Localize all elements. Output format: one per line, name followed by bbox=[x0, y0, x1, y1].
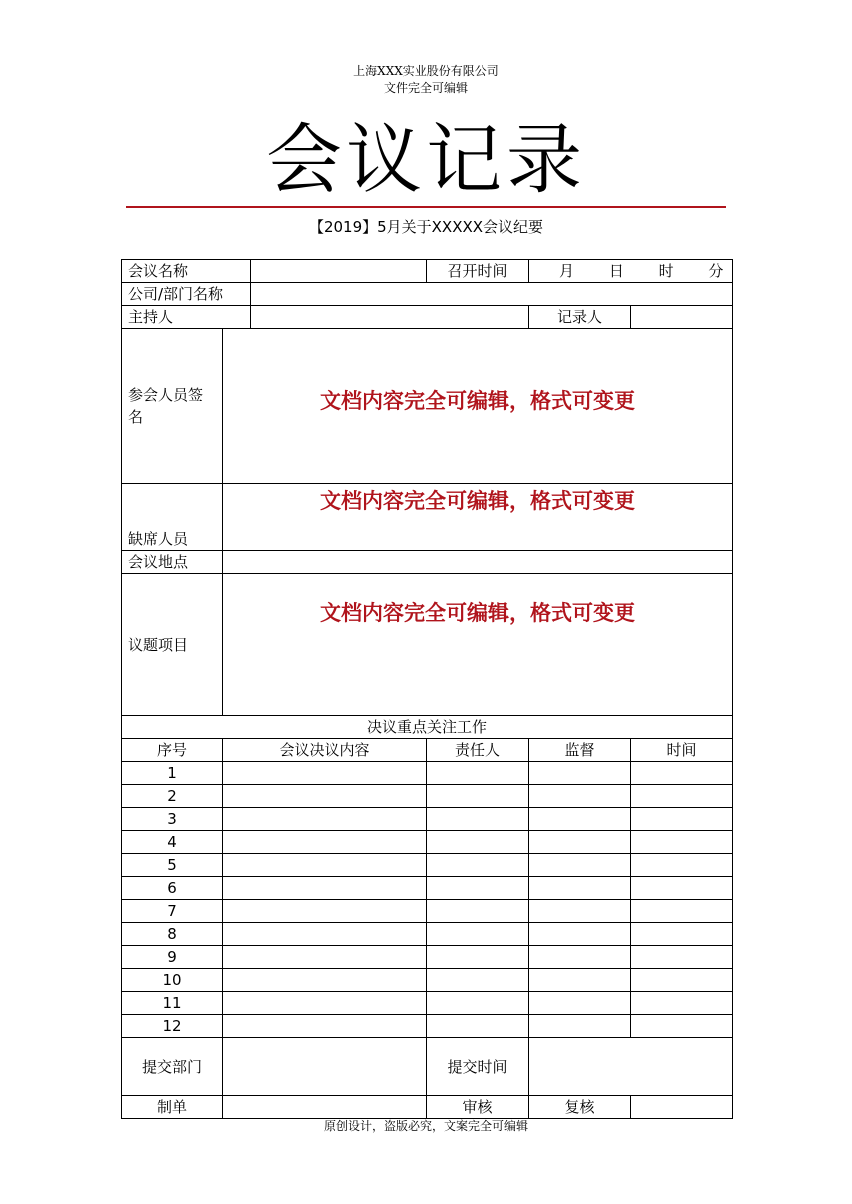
row-time[interactable] bbox=[631, 808, 733, 831]
row-supervisor[interactable] bbox=[529, 992, 631, 1015]
prepared-value[interactable] bbox=[223, 1096, 427, 1119]
row-index: 7 bbox=[122, 900, 223, 923]
table-row bbox=[122, 923, 733, 946]
row-index: 5 bbox=[122, 854, 223, 877]
row-owner[interactable] bbox=[427, 831, 529, 854]
row-supervisor[interactable] bbox=[529, 877, 631, 900]
row-time[interactable] bbox=[631, 946, 733, 969]
row-content[interactable] bbox=[223, 946, 427, 969]
submit-dept-value[interactable] bbox=[223, 1038, 427, 1096]
row-index: 2 bbox=[122, 785, 223, 808]
row-owner[interactable] bbox=[427, 946, 529, 969]
row-supervisor[interactable] bbox=[529, 854, 631, 877]
row-supervisor[interactable] bbox=[529, 831, 631, 854]
row-supervisor[interactable] bbox=[529, 923, 631, 946]
host-row bbox=[122, 306, 733, 329]
table-row bbox=[122, 808, 733, 831]
row-supervisor[interactable] bbox=[529, 762, 631, 785]
row-index: 8 bbox=[122, 923, 223, 946]
col-content: 会议决议内容 bbox=[223, 739, 427, 762]
row-owner[interactable] bbox=[427, 1015, 529, 1038]
row-content[interactable] bbox=[223, 785, 427, 808]
attendees-value[interactable]: 文档内容完全可编辑，格式可变更 bbox=[223, 329, 733, 484]
editable-note: 文件完全可编辑 bbox=[383, 81, 468, 95]
row-content[interactable] bbox=[223, 831, 427, 854]
row-index: 12 bbox=[122, 1015, 223, 1038]
table-row bbox=[122, 946, 733, 969]
footer-note: 原创设计，盗版必究，文案完全可编辑 bbox=[323, 1119, 528, 1133]
location-row bbox=[122, 551, 733, 574]
dept-row bbox=[122, 283, 733, 306]
row-supervisor[interactable] bbox=[529, 900, 631, 923]
table-row bbox=[122, 762, 733, 785]
submit-time-label: 提交时间 bbox=[427, 1038, 529, 1096]
col-owner: 责任人 bbox=[427, 739, 529, 762]
row-content[interactable] bbox=[223, 923, 427, 946]
row-content[interactable] bbox=[223, 1015, 427, 1038]
row-index: 3 bbox=[122, 808, 223, 831]
row-owner[interactable] bbox=[427, 969, 529, 992]
row-time[interactable] bbox=[631, 992, 733, 1015]
row-owner[interactable] bbox=[427, 762, 529, 785]
recorder-label: 记录人 bbox=[529, 306, 631, 329]
recorder-value[interactable] bbox=[631, 306, 733, 329]
row-time[interactable] bbox=[631, 831, 733, 854]
dept-value[interactable] bbox=[251, 283, 733, 306]
page-title: 会议记录 bbox=[266, 115, 586, 204]
row-owner[interactable] bbox=[427, 854, 529, 877]
row-owner[interactable] bbox=[427, 923, 529, 946]
row-time[interactable] bbox=[631, 1015, 733, 1038]
absent-value[interactable]: 文档内容完全可编辑，格式可变更 bbox=[223, 484, 733, 551]
row-content[interactable] bbox=[223, 808, 427, 831]
location-label: 会议地点 bbox=[122, 551, 223, 574]
location-value[interactable] bbox=[223, 551, 733, 574]
host-value[interactable] bbox=[251, 306, 529, 329]
row-owner[interactable] bbox=[427, 992, 529, 1015]
col-time: 时间 bbox=[631, 739, 733, 762]
row-content[interactable] bbox=[223, 762, 427, 785]
table-row bbox=[122, 900, 733, 923]
row-index: 6 bbox=[122, 877, 223, 900]
row-time[interactable] bbox=[631, 877, 733, 900]
row-time[interactable] bbox=[631, 762, 733, 785]
meeting-name-row bbox=[122, 260, 733, 283]
title-divider bbox=[126, 206, 726, 208]
table-row bbox=[122, 831, 733, 854]
row-supervisor[interactable] bbox=[529, 946, 631, 969]
row-content[interactable] bbox=[223, 854, 427, 877]
decisions-title-row bbox=[122, 716, 733, 739]
meeting-time-value[interactable] bbox=[529, 260, 733, 283]
company-header: 上海XXX实业股份有限公司 bbox=[353, 64, 499, 78]
meeting-form bbox=[121, 259, 733, 1119]
row-content[interactable] bbox=[223, 877, 427, 900]
dept-label: 公司/部门名称 bbox=[122, 283, 251, 306]
table-row bbox=[122, 877, 733, 900]
row-time[interactable] bbox=[631, 923, 733, 946]
row-content[interactable] bbox=[223, 992, 427, 1015]
row-index: 4 bbox=[122, 831, 223, 854]
row-supervisor[interactable] bbox=[529, 1015, 631, 1038]
meeting-name-label: 会议名称 bbox=[122, 260, 251, 283]
host-label: 主持人 bbox=[122, 306, 251, 329]
submit-dept-label: 提交部门 bbox=[122, 1038, 223, 1096]
decisions-title: 决议重点关注工作 bbox=[122, 716, 733, 739]
review-label: 审核 bbox=[427, 1096, 529, 1119]
row-index: 10 bbox=[122, 969, 223, 992]
table-row bbox=[122, 785, 733, 808]
row-supervisor[interactable] bbox=[529, 785, 631, 808]
row-content[interactable] bbox=[223, 900, 427, 923]
row-owner[interactable] bbox=[427, 877, 529, 900]
col-supervisor: 监督 bbox=[529, 739, 631, 762]
recheck-label: 复核 bbox=[529, 1096, 631, 1119]
row-content[interactable] bbox=[223, 969, 427, 992]
minute-unit: 分 bbox=[708, 262, 724, 280]
month-unit: 月 bbox=[559, 262, 575, 280]
agenda-label: 议题项目 bbox=[122, 574, 223, 716]
signoff-row bbox=[122, 1096, 733, 1119]
row-time[interactable] bbox=[631, 900, 733, 923]
row-time[interactable] bbox=[631, 854, 733, 877]
row-time[interactable] bbox=[631, 969, 733, 992]
hour-unit: 时 bbox=[658, 262, 674, 280]
day-unit: 日 bbox=[608, 262, 624, 280]
row-time[interactable] bbox=[631, 785, 733, 808]
col-index: 序号 bbox=[122, 739, 223, 762]
page-subtitle: 【2019】5月关于XXXXX会议纪要 bbox=[308, 218, 544, 236]
submit-time-value[interactable] bbox=[529, 1038, 733, 1096]
agenda-row bbox=[122, 574, 733, 716]
row-owner[interactable] bbox=[427, 900, 529, 923]
row-index: 1 bbox=[122, 762, 223, 785]
agenda-value[interactable]: 文档内容完全可编辑，格式可变更 bbox=[223, 574, 733, 716]
submit-row bbox=[122, 1038, 733, 1096]
absent-row bbox=[122, 484, 733, 551]
absent-label: 缺席人员 bbox=[122, 484, 223, 551]
recheck-value[interactable] bbox=[631, 1096, 733, 1119]
table-row bbox=[122, 969, 733, 992]
row-supervisor[interactable] bbox=[529, 969, 631, 992]
row-index: 11 bbox=[122, 992, 223, 1015]
table-row bbox=[122, 854, 733, 877]
decisions-header-row bbox=[122, 739, 733, 762]
attendees-row bbox=[122, 329, 733, 484]
row-owner[interactable] bbox=[427, 785, 529, 808]
table-row bbox=[122, 992, 733, 1015]
row-index: 9 bbox=[122, 946, 223, 969]
row-supervisor[interactable] bbox=[529, 808, 631, 831]
meeting-time-label: 召开时间 bbox=[427, 260, 529, 283]
attendees-label: 参会人员签名 bbox=[122, 329, 223, 484]
meeting-name-value[interactable] bbox=[251, 260, 427, 283]
prepared-label: 制单 bbox=[122, 1096, 223, 1119]
table-row bbox=[122, 1015, 733, 1038]
row-owner[interactable] bbox=[427, 808, 529, 831]
